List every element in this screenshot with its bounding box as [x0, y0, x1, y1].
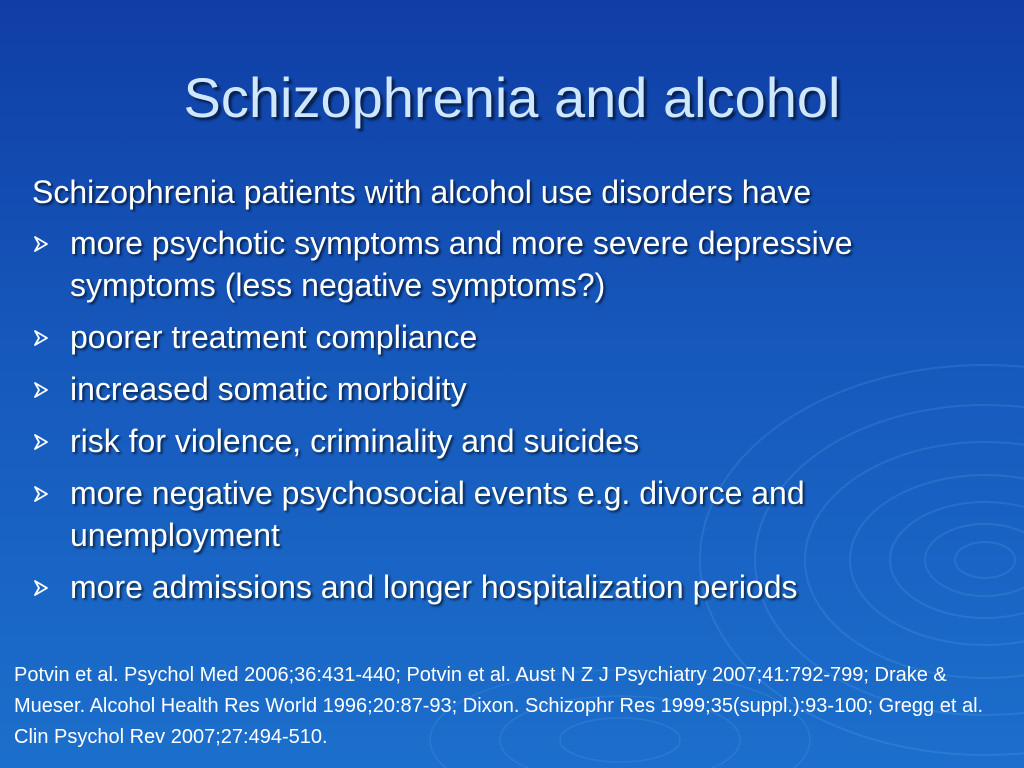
bullet-list	[30, 222, 1005, 618]
bullet-text: poorer treatment compliance	[70, 319, 478, 355]
bullet-item	[30, 420, 1005, 462]
bullet-item	[30, 222, 1005, 306]
arrowhead-bullet-icon	[32, 381, 50, 399]
bullet-text: risk for violence, criminality and suicides	[70, 423, 640, 459]
bullet-item	[30, 566, 1005, 608]
intro-text: Schizophrenia patients with alcohol use disorders have	[32, 174, 812, 210]
bullet-item	[30, 368, 1005, 410]
bullet-text: more negative psychosocial events e.g. divorce and unemployment	[70, 475, 805, 553]
bullet-text: more admissions and longer hospitalization periods	[70, 569, 798, 605]
citation-text: Potvin et al. Psychol Med 2006;36:431-440; Potvin et al. Aust N Z J Psychiatry 2007;41:792-799; Drake & Mueser. Alcohol Health Res World 1996;20:87-93; Dixon. Schizophr Res 1999;35(suppl.):93-100; Gregg et al. Clin Psychol Rev 2007;27:494-510.	[14, 664, 984, 748]
bullet-item	[30, 316, 1005, 358]
bullet-item	[30, 472, 1005, 556]
arrowhead-bullet-icon	[32, 485, 50, 503]
arrowhead-bullet-icon	[32, 329, 50, 347]
arrowhead-bullet-icon	[32, 235, 50, 253]
bullet-text: more psychotic symptoms and more severe depressive symptoms (less negative symptoms?)	[70, 225, 853, 303]
arrowhead-bullet-icon	[32, 579, 50, 597]
bullet-text: increased somatic morbidity	[70, 371, 467, 407]
arrowhead-bullet-icon	[32, 433, 50, 451]
slide-title: Schizophrenia and alcohol	[183, 66, 841, 129]
